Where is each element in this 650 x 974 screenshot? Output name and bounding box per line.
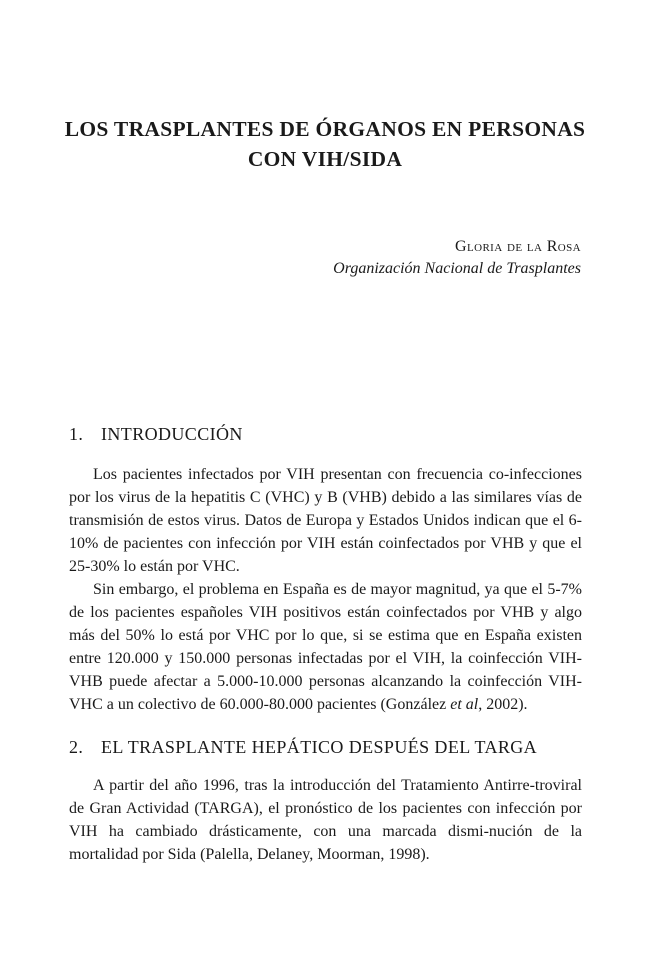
section-heading-introduccion: [69, 424, 589, 445]
author-block: [333, 236, 581, 280]
section-heading-trasplante-hepatico: [69, 737, 589, 758]
paragraph: A partir del año 1996, tras la introducción del Tratamiento Antirre-troviral de Gran Actividad (TARGA), el pronóstico de los pacientes con infección por VIH ha cambiado drásticamente, con una marcada dismi-nución de la mortalidad por Sida (Palella, Delaney, Moorman, 1998).: [69, 777, 582, 863]
section-number: 2.: [69, 737, 84, 757]
section-title: EL TRASPLANTE HEPÁTICO DESPUÉS DEL TARGA: [101, 737, 538, 757]
paragraph-text-end: , 2002).: [478, 696, 528, 713]
author-affiliation: Organización Nacional de Trasplantes: [333, 260, 581, 277]
document-title: [40, 114, 610, 174]
paragraph: [69, 578, 582, 716]
section-number: 1.: [69, 424, 84, 444]
paragraph: Los pacientes infectados por VIH presentan con frecuencia co-infecciones por los virus de la hepatitis C (VHC) y B (VHB) debido a las similares vías de transmisión de estos virus. Datos de Europa y Estados Unidos indican que el 6-10% de pacientes con infección por VIH están coinfectados por VHB y que el 25-30% lo están por VHC.: [69, 466, 582, 575]
paragraph-text: Sin embargo, el problema en España es de mayor magnitud, ya que el 5-7% de los pacientes españoles VIH positivos están coinfectados por VHB y algo más del 50% lo está por VHC por lo que, si se estima que en España existen entre 120.000 y 150.000 personas infectadas por el VIH, la coinfección VIH-VHB puede afectar a 5.000-10.000 personas alcanzando la coinfección VIH-VHC a un colectivo de 60.000-80.000 pacientes (González: [69, 581, 582, 713]
title-line-1: LOS TRASPLANTES DE ÓRGANOS EN PERSONAS: [64, 117, 586, 141]
citation-et-al: et al: [450, 696, 479, 713]
section-title: INTRODUCCIÓN: [101, 424, 243, 444]
author-name: Gloria de la Rosa: [455, 238, 581, 255]
title-line-2: CON VIH/SIDA: [247, 147, 403, 171]
